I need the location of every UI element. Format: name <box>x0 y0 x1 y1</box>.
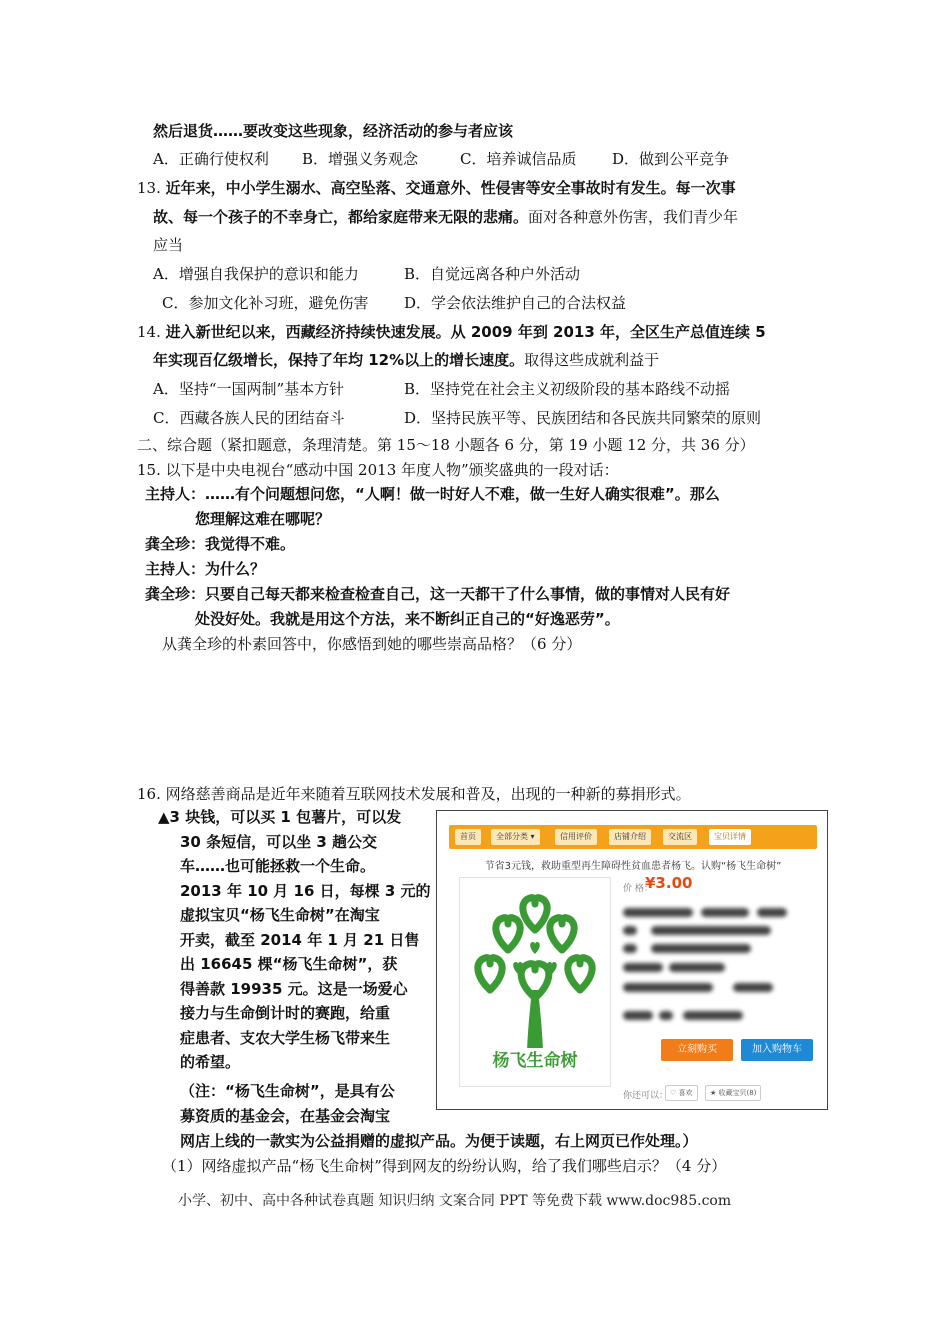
q16-material-line: 得善款 19935 元。这是一场爱心 <box>180 979 408 998</box>
q15-dialog-host-1-cont: 您理解这难在哪呢？ <box>195 510 331 528</box>
add-to-cart-button[interactable]: 加入购物车 <box>741 1039 813 1061</box>
buy-now-button[interactable]: 立刻购买 <box>661 1039 733 1061</box>
blurred-detail <box>757 908 787 917</box>
product-banner: 节省3元钱，救助重型再生障碍性贫血患者杨飞。认购“杨飞生命树” <box>484 861 782 872</box>
q16-material-line: 虚拟宝贝“杨飞生命树”在淘宝 <box>180 906 380 924</box>
q13-option-c: C．参加文化补习班，避免伤害 <box>162 294 369 312</box>
q15-dialog-gong-2: 龚全珍：只要自己每天都来检查检查自己，这一天都干了什么事情，做的事情对人民有好 <box>145 585 731 603</box>
q16-note-line3: 网店上线的一款实为公益捐赠的虚拟产品。为便于读题，右上网页已作处理。） <box>180 1132 698 1150</box>
blurred-detail <box>651 944 751 953</box>
q12-option-b: B．增强义务观念 <box>302 150 419 168</box>
q12-option-d: D．做到公平竞争 <box>612 150 730 168</box>
q16-material-line: 症患者、支农大学生杨飞带来生 <box>180 1028 391 1047</box>
q16-intro: 16. 网络慈善商品是近年来随着互联网技术发展和普及，出现的一种新的募捐形式。 <box>137 785 691 803</box>
blurred-detail <box>651 926 771 935</box>
product-image <box>459 877 611 1087</box>
q16-material-line: 接力与生命倒计时的赛跑，给重 <box>180 1004 391 1022</box>
q15-dialog-host-2: 主持人：为什么？ <box>145 560 266 578</box>
q13-line3: 应当 <box>153 236 184 254</box>
shop-tab[interactable]: 店铺介绍 <box>609 829 651 845</box>
q15-question: 从龚全珍的朴素回答中，你感悟到她的哪些崇高品格？（6 分） <box>162 635 582 653</box>
q12-option-a: A．正确行使权利 <box>153 150 269 168</box>
blurred-detail <box>701 908 749 917</box>
q16-material-line: 出 16645 棵“杨飞生命树”，获 <box>180 955 398 973</box>
blurred-detail <box>659 1011 673 1020</box>
blurred-detail <box>623 1011 653 1020</box>
blurred-detail <box>623 926 637 935</box>
shop-tab[interactable]: 全部分类 ▾ <box>491 829 540 845</box>
q15-dialog-gong-1: 龚全珍：我觉得不难。 <box>145 535 296 553</box>
q14-option-c: C．西藏各族人民的团结奋斗 <box>153 409 345 427</box>
page-footer: 小学、初中、高中各种试卷真题 知识归纳 文案合同 PPT 等免费下载 www.doc985.com <box>178 1193 732 1209</box>
taobao-product-screenshot <box>436 810 828 1110</box>
q16-note-line2: 募资质的基金会，在基金会淘宝 <box>180 1107 391 1125</box>
q16-question-1: （1）网络虚拟产品“杨飞生命树”得到网友的纷纷认购，给了我们哪些启示？（4 分） <box>162 1157 727 1175</box>
q15-dialog-gong-2-cont: 处没好处。我就是用这个方法，来不断纠正自己的“好逸恶劳”。 <box>195 610 620 628</box>
blurred-detail <box>623 983 713 992</box>
q16-material-line: ▲3 块钱，可以买 1 包薯片，可以发 <box>158 808 402 826</box>
q14-line2: 年实现百亿级增长，保持了年均 12%以上的增长速度。取得这些成就利益于 <box>153 351 660 369</box>
q13-option-a: A．增强自我保护的意识和能力 <box>153 265 359 283</box>
q13-line2: 故、每一个孩子的不幸身亡，都给家庭带来无限的悲痛。面对各种意外伤害，我们青少年 <box>153 208 739 226</box>
q13-option-b: B．自觉远离各种户外活动 <box>404 265 581 283</box>
product-price: ¥3.00 <box>645 874 693 892</box>
q15-dialog-host-1: 主持人：……有个问题想问您，“人啊！做一时好人不难，做一生好人确实很难”。那么 <box>145 485 720 503</box>
shop-tab[interactable]: 宝贝详情 <box>709 829 751 845</box>
product-name: 杨飞生命树 <box>492 1051 578 1071</box>
blurred-detail <box>623 944 637 953</box>
blurred-detail <box>623 908 693 917</box>
heart-tree-icon <box>460 878 610 1048</box>
q12-option-c: C．培养诚信品质 <box>460 150 577 168</box>
section2-heading: 二、综合题（紧扣题意，条理清楚。第 15～18 小题各 6 分，第 19 小题 12 分，共 36 分） <box>137 436 755 454</box>
q13-option-d: D．学会依法维护自己的合法权益 <box>404 294 627 312</box>
q16-note-line1: （注：“杨飞生命树”，是具有公 <box>180 1082 395 1100</box>
shop-nav-bar <box>449 825 817 849</box>
blurred-detail <box>733 983 773 992</box>
favorite-button[interactable]: ★ 收藏宝贝(8) <box>705 1085 761 1101</box>
q14-option-d: D．坚持民族平等、民族团结和各民族共同繁荣的原则 <box>404 409 762 427</box>
q14-option-a: A．坚持“一国两制”基本方针 <box>153 380 345 398</box>
blurred-detail <box>683 1011 743 1020</box>
q12-tail: 然后退货……要改变这些现象，经济活动的参与者应该 <box>153 122 514 140</box>
q16-material-line: 30 条短信，可以坐 3 趟公交 <box>180 832 377 851</box>
q15-intro: 15. 以下是中央电视台“感动中国 2013 年度人物”颁奖盛典的一段对话： <box>137 461 619 479</box>
q16-material-line: 的希望。 <box>180 1053 241 1071</box>
shop-tab[interactable]: 首页 <box>455 829 481 845</box>
q14-option-b: B．坚持党在社会主义初级阶段的基本路线不动摇 <box>404 380 731 398</box>
blurred-detail <box>669 963 725 972</box>
blurred-detail <box>623 963 663 972</box>
shop-tab[interactable]: 信用评价 <box>555 829 597 845</box>
share-label: 你还可以： <box>623 1091 669 1101</box>
shop-tab[interactable]: 交流区 <box>663 829 697 845</box>
q16-material-line: 车……也可能拯救一个生命。 <box>180 857 376 875</box>
q16-material-line: 2013 年 10 月 16 日，每棵 3 元的 <box>180 881 431 900</box>
price-label: 价 格： <box>623 884 653 894</box>
q16-material-line: 开卖，截至 2014 年 1 月 21 日售 <box>180 930 420 949</box>
q13-line1: 13. 近年来，中小学生溺水、高空坠落、交通意外、性侵害等安全事故时有发生。每一次事 <box>137 179 736 197</box>
q14-line1: 14. 进入新世纪以来，西藏经济持续快速发展。从 2009 年到 2013 年，全区生产总值连续 5 <box>137 323 766 341</box>
like-button[interactable]: ♡ 喜欢 <box>665 1085 698 1101</box>
